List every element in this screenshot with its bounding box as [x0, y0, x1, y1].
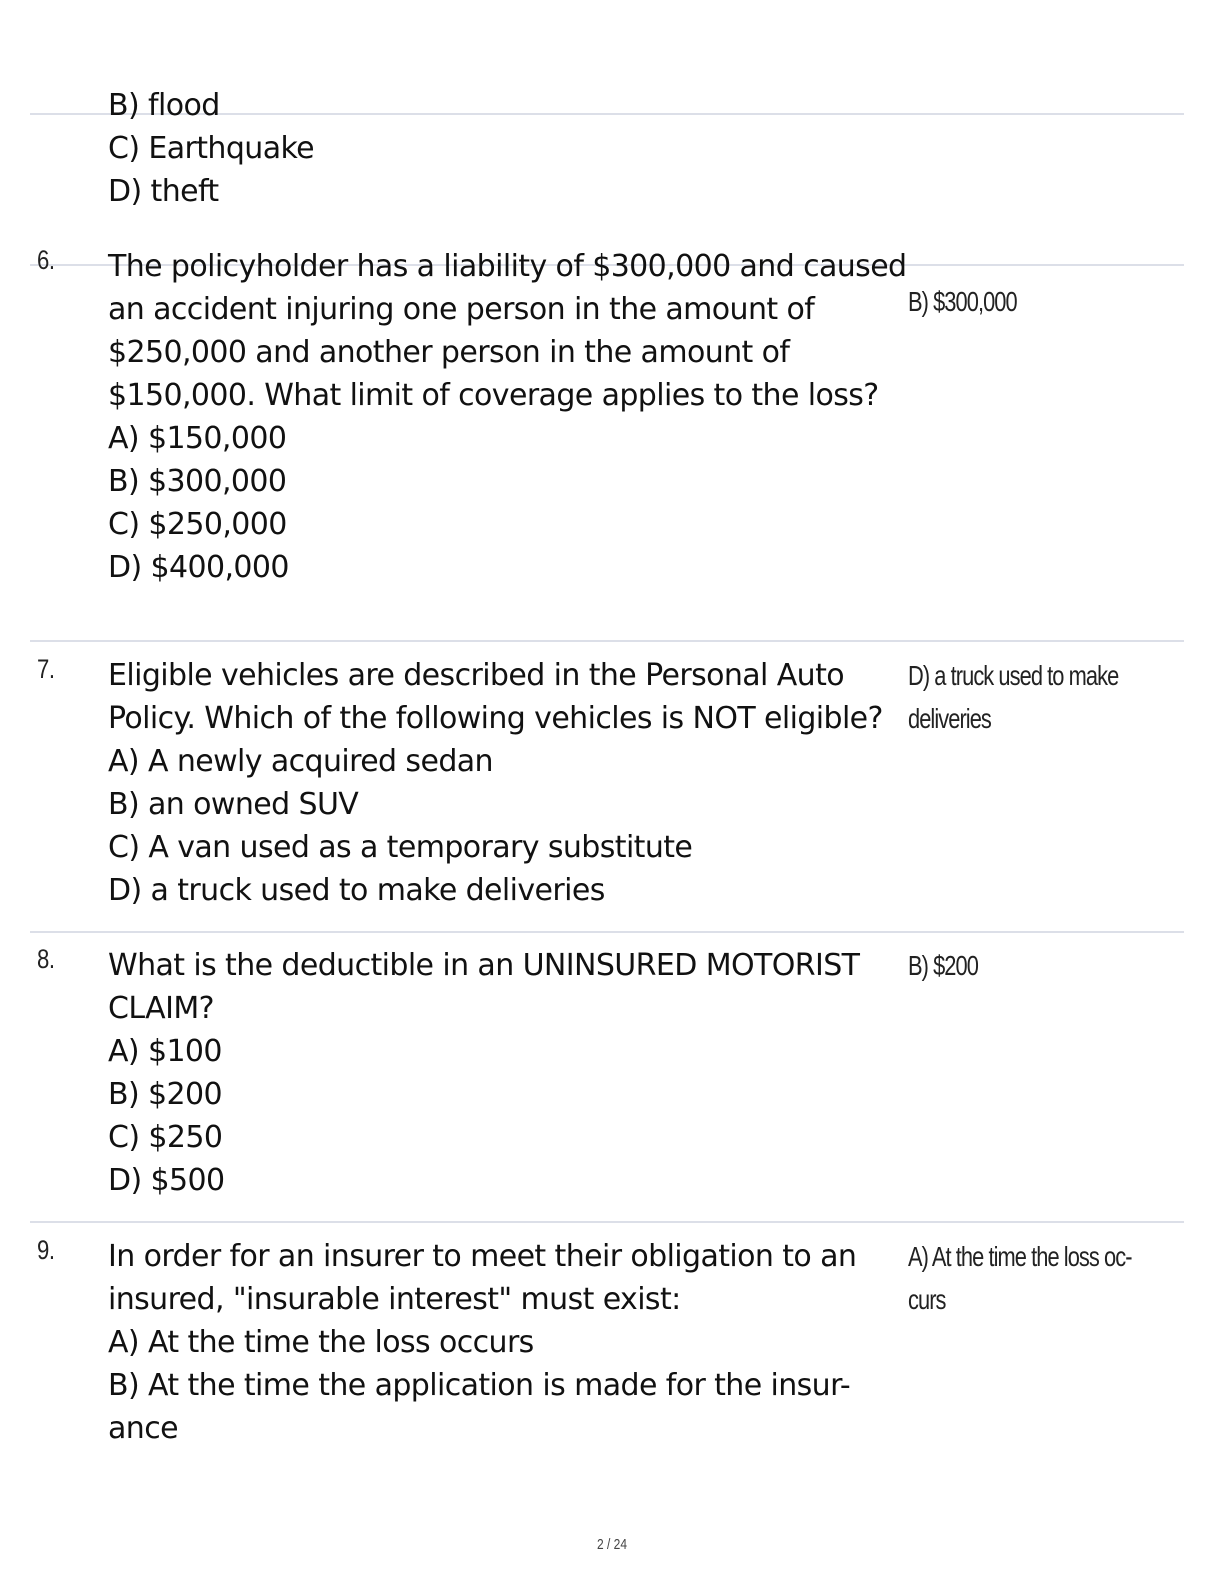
question-line: $250,000 and another person in the amount of — [108, 335, 790, 370]
page-indicator: 2 / 24 — [596, 1536, 628, 1553]
question-line: In order for an insurer to meet their obligation to an — [108, 1239, 857, 1274]
option: D) $400,000 — [108, 550, 289, 585]
option: B) $300,000 — [108, 464, 287, 499]
option: C) A van used as a temporary substitute — [108, 830, 693, 865]
option: A) At the time the loss occurs — [108, 1325, 534, 1360]
question-number: 8. — [37, 944, 55, 974]
option: ance — [108, 1411, 178, 1446]
answer-line: B) $300,000 — [908, 286, 1017, 317]
divider — [30, 640, 1184, 642]
option: D) theft — [108, 174, 219, 209]
option: A) A newly acquired sedan — [108, 744, 493, 779]
answer-line: A) At the time the loss oc- — [908, 1241, 1132, 1272]
question-text — [108, 1235, 900, 1450]
answer — [908, 944, 1142, 987]
question-line: The policyholder has a liability of $300,000 and caused — [108, 249, 907, 284]
answer-line: deliveries — [908, 703, 991, 734]
option: A) $100 — [108, 1034, 222, 1069]
question-text — [108, 654, 900, 912]
answer — [908, 1235, 1142, 1321]
option: B) $200 — [108, 1077, 222, 1112]
question-number: 7. — [37, 654, 55, 684]
question-line: $150,000. What limit of coverage applies to the loss? — [108, 378, 879, 413]
answer — [908, 654, 1142, 740]
option: B) At the time the application is made for the insur- — [108, 1368, 851, 1403]
question-line: Eligible vehicles are described in the Personal Auto — [108, 658, 844, 693]
question-number: 6. — [37, 245, 55, 275]
option: B) flood — [108, 88, 220, 123]
option-list — [108, 84, 900, 213]
answer-line: curs — [908, 1284, 946, 1315]
option: D) a truck used to make deliveries — [108, 873, 605, 908]
question-line: CLAIM? — [108, 991, 214, 1026]
answer — [908, 280, 1142, 323]
option: C) Earthquake — [108, 131, 315, 166]
question-line: an accident injuring one person in the amount of — [108, 292, 815, 327]
question-line: Policy. Which of the following vehicles is NOT eligible? — [108, 701, 883, 736]
option: A) $150,000 — [108, 421, 287, 456]
divider — [30, 931, 1184, 933]
option: D) $500 — [108, 1163, 225, 1198]
option: C) $250 — [108, 1120, 223, 1155]
option: C) $250,000 — [108, 507, 287, 542]
answer-line: D) a truck used to make — [908, 660, 1119, 691]
option: B) an owned SUV — [108, 787, 359, 822]
question-line: What is the deductible in an UNINSURED MOTORIST — [108, 948, 860, 983]
divider — [30, 1221, 1184, 1223]
question-text — [108, 944, 900, 1202]
answer-line: B) $200 — [908, 950, 978, 981]
question-line: insured, "insurable interest" must exist: — [108, 1282, 681, 1317]
question-number: 9. — [37, 1235, 55, 1265]
question-text — [108, 245, 907, 589]
